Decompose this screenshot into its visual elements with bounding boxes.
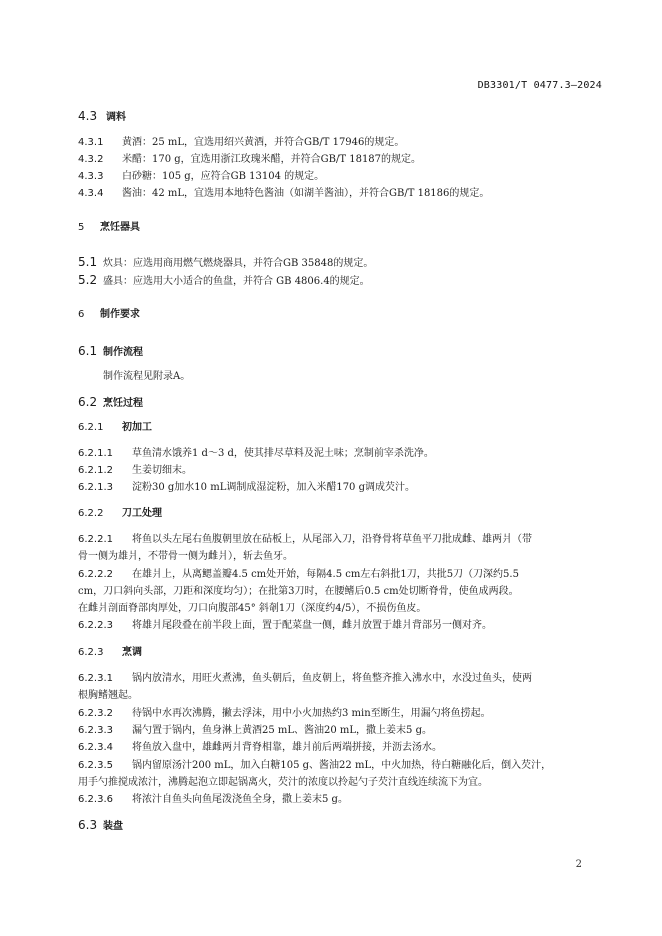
clause-6-2-2-1 [78,531,604,548]
section-title: 烹调 [122,647,142,658]
clause-number: 6.2.3.2 [78,708,113,719]
clause-text: 淀粉30 g加水10 mL调制成湿淀粉，加入米醋170 g调成芡汁。 [132,482,415,493]
clause-text: 盛具：应选用大小适合的鱼盘，并符合 GB 4806.4的规定。 [103,276,370,287]
clause-6-2-3-6 [78,791,604,808]
clause-text: 在雄爿上，从离鳃盖瓣4.5 cm处开始，每隔4.5 cm左右斜批1刀，共批5刀（刀深约5.5 [132,569,519,580]
heading-4-3 [78,108,604,126]
clause-6-2-1-2 [78,462,604,479]
clause-text: 黄酒：25 mL，宜选用绍兴黄酒，并符合GB/T 17946的规定。 [122,137,405,148]
clause-number: 5.2 [78,273,98,287]
heading-6-2-1 [78,419,604,436]
clause-text: 将鱼以头左尾右鱼腹朝里放在砧板上，从尾部入刀，沿脊骨将草鱼平刀批成雌、雄两爿（带 [132,534,532,545]
section-title: 制作流程 [103,347,143,358]
section-number: 6.2.2 [78,508,104,519]
section-number: 5 [78,222,85,233]
clause-text: 将浓汁自鱼头向鱼尾泼浇鱼全身，撒上姜末5 g。 [132,794,348,805]
clause-text: 草鱼清水饿养1 d～3 d，使其排尽草料及泥土味；烹制前宰杀洗净。 [132,448,434,459]
section-number: 6.1 [78,344,98,358]
clause-number: 6.2.3.3 [78,725,113,736]
heading-6-2-3 [78,644,604,661]
section-number: 6.2 [78,395,98,409]
paragraph-6-1: 制作流程见附录A。 [103,371,191,382]
section-number: 6.3 [78,818,98,832]
clause-6-2-1-3 [78,479,604,496]
clause-number: 4.3.2 [78,154,104,165]
clause-text: 锅内放清水，用旺火煮沸，鱼头朝后，鱼皮朝上，将鱼整齐推入沸水中，水没过鱼头，使两 [132,673,532,684]
clause-4-3-4 [78,185,604,202]
heading-6 [78,306,604,323]
clause-text: 炊具：应选用商用燃气燃烧器具，并符合GB 35848的规定。 [103,258,374,269]
clause-5-1 [78,254,604,272]
clause-number: 6.2.1.3 [78,482,113,493]
section-number: 6.2.3 [78,647,104,658]
clause-6-2-1-1 [78,445,604,462]
clause-number: 4.3.1 [78,137,104,148]
section-title: 初加工 [122,422,152,433]
clause-text: 漏勺置于锅内，鱼身淋上黄酒25 mL、酱油20 mL，撒上姜末5 g。 [132,725,432,736]
heading-6-2-2 [78,505,604,522]
clause-6-2-3-2 [78,705,604,722]
section-number: 6.2.1 [78,422,104,433]
clause-6-2-3-5-cont: 用手勺推搅成浓汁，沸腾起泡立即起锅离火，芡汁的浓度以拎起勺子芡汁直线连续流下为宜。 [78,777,488,788]
clause-4-3-2 [78,151,604,168]
clause-6-2-3-1-cont: 根胸鳍翘起。 [78,690,138,701]
section-title: 装盘 [103,821,123,832]
clause-4-3-3 [78,168,604,185]
section-title: 烹饪过程 [103,398,143,409]
section-title: 制作要求 [100,309,140,320]
clause-text: 将雄爿尾段叠在前半段上面，置于配菜盘一侧，雌爿放置于雄爿背部另一侧对齐。 [132,620,492,631]
clause-text: 米醋：170 g，宜选用浙江玫瑰米醋，并符合GB/T 18187的规定。 [122,154,422,165]
clause-text: 酱油：42 mL，宜选用本地特色酱油（如湖羊酱油），并符合GB/T 18186的规定。 [122,188,490,199]
heading-5 [78,219,604,236]
clause-6-2-3-3 [78,722,604,739]
clause-6-2-3-1 [78,670,604,687]
section-title: 烹饪器具 [100,222,140,233]
clause-number: 6.2.3.6 [78,794,113,805]
section-title: 调料 [106,112,126,123]
clause-text: 生姜切细末。 [132,465,192,476]
clause-text: 白砂糖：105 g，应符合GB 13104 的规定。 [122,171,325,182]
heading-6-1 [78,343,604,361]
clause-number: 6.2.1.2 [78,465,113,476]
clause-6-2-2-3 [78,617,604,634]
clause-number: 4.3.3 [78,171,104,182]
clause-number: 6.2.2.2 [78,569,113,580]
clause-6-2-2-2-cont: cm，刀口斜向头部，刀距和深度均匀）；在批第3刀时，在腰鳍后0.5 cm处切断脊骨，使鱼成两段。 [78,586,519,597]
clause-6-2-2-1-cont: 骨一侧为雄爿，不带骨一侧为雌爿），斩去鱼牙。 [78,551,293,562]
section-title: 刀工处理 [122,508,162,519]
clause-number: 6.2.3.1 [78,673,113,684]
clause-6-2-3-4 [78,739,604,756]
clause-number: 6.2.3.4 [78,742,113,753]
clause-number: 6.2.3.5 [78,760,113,771]
clause-text: 将鱼放入盘中，雄雌两爿背脊相靠，雄爿前后两端拼接，并沥去汤水。 [132,742,442,753]
heading-6-2 [78,394,604,412]
heading-6-3 [78,817,604,835]
clause-number: 6.2.2.1 [78,534,113,545]
clause-6-2-2-2 [78,566,604,583]
clause-number: 4.3.4 [78,188,104,199]
clause-number: 6.2.2.3 [78,620,113,631]
section-number: 6 [78,309,85,320]
document-id: DB3301/T 0477.3—2024 [477,80,602,91]
clause-number: 5.1 [78,255,98,269]
clause-5-2 [78,272,604,290]
section-number: 4.3 [78,109,98,123]
clause-6-2-3-5 [78,757,604,774]
page-number: 2 [575,859,582,870]
clause-4-3-1 [78,134,604,151]
clause-6-2-2-2-cont2: 在雌爿剖面脊部肉厚处，刀口向腹部45° 斜剞1刀（深度约4/5），不损伤鱼皮。 [78,603,427,614]
clause-text: 待锅中水再次沸腾，撇去浮沫，用中小火加热约3 min至断生，用漏勺将鱼捞起。 [132,708,491,719]
clause-number: 6.2.1.1 [78,448,113,459]
clause-text: 锅内留原汤汁200 mL，加入白糖105 g、酱油22 mL，中火加热，待白糖融化后，倒入芡汁， [132,760,552,771]
